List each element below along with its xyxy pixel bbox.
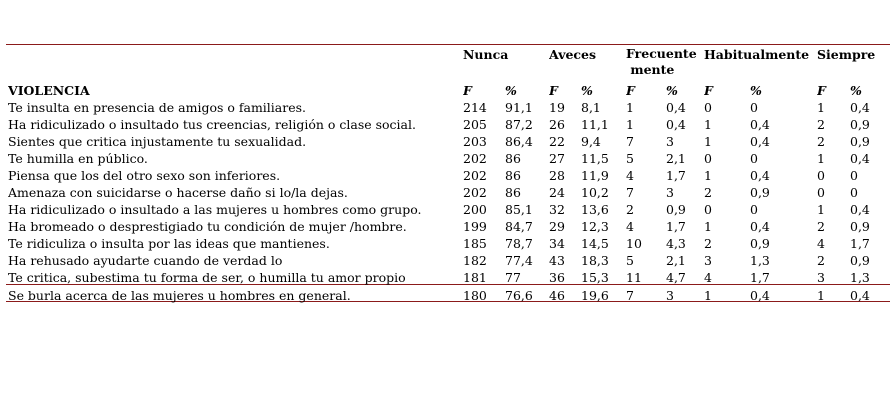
cell-percent: 1,7 [750,270,770,285]
cell-frequency: 1 [817,202,825,217]
group-header-frecuentemente: Frecuente mente [626,46,697,77]
cell-frequency: 24 [549,185,565,200]
cell-percent: 3 [666,134,674,149]
table-row [8,252,890,269]
cell-percent: 77 [505,270,521,285]
cell-frequency: 1 [704,219,712,234]
cell-percent: 86 [505,151,521,166]
row-label: Te insulta en presencia de amigos o familiares. [8,100,307,115]
table-row [8,269,890,286]
cell-percent: 0 [750,151,758,166]
table-row [8,235,890,252]
cell-frequency: 202 [463,185,487,200]
cell-percent: 84,7 [505,219,533,234]
cell-frequency: 34 [549,236,565,251]
cell-percent: 1,3 [850,270,870,285]
sub-header-pct: % [850,83,862,98]
cell-frequency: 185 [463,236,487,251]
sub-header-pct: % [505,83,517,98]
cell-frequency: 4 [704,270,712,285]
cell-percent: 19,6 [581,288,609,303]
cell-percent: 18,3 [581,253,609,268]
cell-frequency: 2 [817,219,825,234]
cell-percent: 76,6 [505,288,533,303]
cell-percent: 86 [505,185,521,200]
cell-percent: 0,4 [666,117,686,132]
cell-frequency: 1 [817,151,825,166]
cell-percent: 0 [750,202,758,217]
cell-frequency: 5 [626,253,634,268]
cell-percent: 0,4 [850,202,870,217]
cell-percent: 86 [505,168,521,183]
cell-frequency: 36 [549,270,565,285]
cell-percent: 91,1 [505,100,533,115]
row-label: Ha rehusado ayudarte cuando de verdad lo [8,253,283,268]
cell-frequency: 200 [463,202,487,217]
cell-percent: 15,3 [581,270,609,285]
table-row [8,150,890,167]
cell-frequency: 7 [626,288,634,303]
cell-percent: 0,4 [750,117,770,132]
row-label: Se burla acerca de las mujeres u hombres en general. [8,288,351,303]
table-row [8,133,890,150]
sub-header-f: F [463,83,472,98]
cell-percent: 9,4 [581,134,601,149]
row-label: Ha ridiculizado o insultado a las mujeres u hombres como grupo. [8,202,422,217]
cell-percent: 0,9 [750,185,770,200]
cell-percent: 0,4 [850,288,870,303]
cell-frequency: 1 [704,288,712,303]
table-row [8,201,890,218]
cell-frequency: 2 [626,202,634,217]
cell-percent: 11,1 [581,117,609,132]
table-row [8,286,890,305]
sub-header-pct: % [666,83,678,98]
group-header-nunca: Nunca [463,47,509,62]
cell-percent: 1,7 [666,219,686,234]
cell-percent: 3 [666,185,674,200]
cell-frequency: 4 [817,236,825,251]
cell-frequency: 22 [549,134,565,149]
group-header-habitualmente: Habitualmente [704,47,810,62]
cell-frequency: 28 [549,168,565,183]
cell-percent: 0,9 [850,253,870,268]
table-body [8,45,890,305]
cell-frequency: 2 [817,253,825,268]
cell-percent: 0 [850,185,858,200]
table-row [8,184,890,201]
cell-frequency: 32 [549,202,565,217]
sub-header-f: F [704,83,713,98]
sub-header-f: F [817,83,826,98]
cell-frequency: 0 [704,100,712,115]
cell-frequency: 214 [463,100,487,115]
cell-frequency: 29 [549,219,565,234]
cell-percent: 4,7 [666,270,686,285]
cell-frequency: 182 [463,253,487,268]
table-row [8,116,890,133]
cell-frequency: 5 [626,151,634,166]
cell-frequency: 203 [463,134,487,149]
cell-percent: 0,4 [750,134,770,149]
cell-frequency: 1 [817,288,825,303]
cell-percent: 12,3 [581,219,609,234]
cell-frequency: 4 [626,168,634,183]
cell-percent: 8,1 [581,100,601,115]
cell-frequency: 1 [817,100,825,115]
row-label: Te critica, subestima tu forma de ser, o humilla tu amor propio [8,270,406,285]
cell-frequency: 7 [626,134,634,149]
cell-percent: 0,9 [666,202,686,217]
cell-percent: 0 [850,168,858,183]
cell-frequency: 2 [704,236,712,251]
row-label: Te humilla en público. [8,151,148,166]
row-label: Amenaza con suicidarse o hacerse daño si lo/la dejas. [8,185,348,200]
cell-frequency: 27 [549,151,565,166]
sub-header-pct: % [750,83,762,98]
cell-frequency: 3 [704,253,712,268]
cell-percent: 10,2 [581,185,609,200]
cell-frequency: 2 [704,185,712,200]
cell-frequency: 3 [817,270,825,285]
row-label: Sientes que critica injustamente tu sexualidad. [8,134,307,149]
cell-frequency: 1 [704,134,712,149]
cell-frequency: 26 [549,117,565,132]
cell-frequency: 0 [704,202,712,217]
cell-percent: 78,7 [505,236,533,251]
sub-header-f: F [626,83,635,98]
sub-header-pct: % [581,83,593,98]
cell-frequency: 4 [626,219,634,234]
table-row [8,218,890,235]
cell-percent: 0,4 [850,151,870,166]
cell-percent: 11,9 [581,168,609,183]
cell-frequency: 1 [626,100,634,115]
cell-percent: 0,4 [750,288,770,303]
cell-percent: 0,9 [850,117,870,132]
cell-frequency: 1 [704,168,712,183]
cell-percent: 0,9 [750,236,770,251]
cell-frequency: 202 [463,168,487,183]
cell-percent: 0,4 [750,168,770,183]
cell-frequency: 19 [549,100,565,115]
cell-frequency: 1 [704,117,712,132]
cell-percent: 1,7 [666,168,686,183]
cell-frequency: 7 [626,185,634,200]
cell-frequency: 199 [463,219,487,234]
cell-frequency: 46 [549,288,565,303]
cell-percent: 1,7 [850,236,870,251]
cell-percent: 0,4 [750,219,770,234]
cell-percent: 0 [750,100,758,115]
group-header-row [8,45,890,82]
cell-percent: 13,6 [581,202,609,217]
cell-frequency: 0 [817,168,825,183]
table-row [8,167,890,184]
cell-percent: 11,5 [581,151,609,166]
cell-percent: 86,4 [505,134,533,149]
cell-frequency: 180 [463,288,487,303]
row-label: Te ridiculiza o insulta por las ideas que mantienes. [8,236,330,251]
cell-frequency: 0 [817,185,825,200]
sub-header-f: F [549,83,558,98]
violence-frequency-table [8,45,890,305]
cell-percent: 85,1 [505,202,533,217]
cell-frequency: 11 [626,270,642,285]
cell-percent: 87,2 [505,117,533,132]
sub-header-row [8,82,890,99]
cell-frequency: 181 [463,270,487,285]
cell-frequency: 1 [626,117,634,132]
row-label: Piensa que los del otro sexo son inferiores. [8,168,281,183]
cell-percent: 0,9 [850,134,870,149]
cell-percent: 0,4 [666,100,686,115]
cell-frequency: 0 [704,151,712,166]
cell-percent: 3 [666,288,674,303]
row-header-violencia: VIOLENCIA [8,83,90,98]
cell-frequency: 43 [549,253,565,268]
cell-frequency: 202 [463,151,487,166]
cell-percent: 0,4 [850,100,870,115]
cell-frequency: 2 [817,117,825,132]
row-label: Ha bromeado o desprestigiado tu condición de mujer /hombre. [8,219,407,234]
cell-percent: 2,1 [666,253,686,268]
table-row [8,99,890,116]
cell-percent: 1,3 [750,253,770,268]
cell-percent: 14,5 [581,236,609,251]
cell-frequency: 2 [817,134,825,149]
group-header-siempre: Siempre [817,47,876,62]
cell-percent: 0,9 [850,219,870,234]
group-header-aveces: Aveces [549,47,597,62]
cell-percent: 2,1 [666,151,686,166]
cell-percent: 4,3 [666,236,686,251]
cell-frequency: 10 [626,236,642,251]
row-label: Ha ridiculizado o insultado tus creencias, religión o clase social. [8,117,416,132]
cell-percent: 77,4 [505,253,533,268]
cell-frequency: 205 [463,117,487,132]
